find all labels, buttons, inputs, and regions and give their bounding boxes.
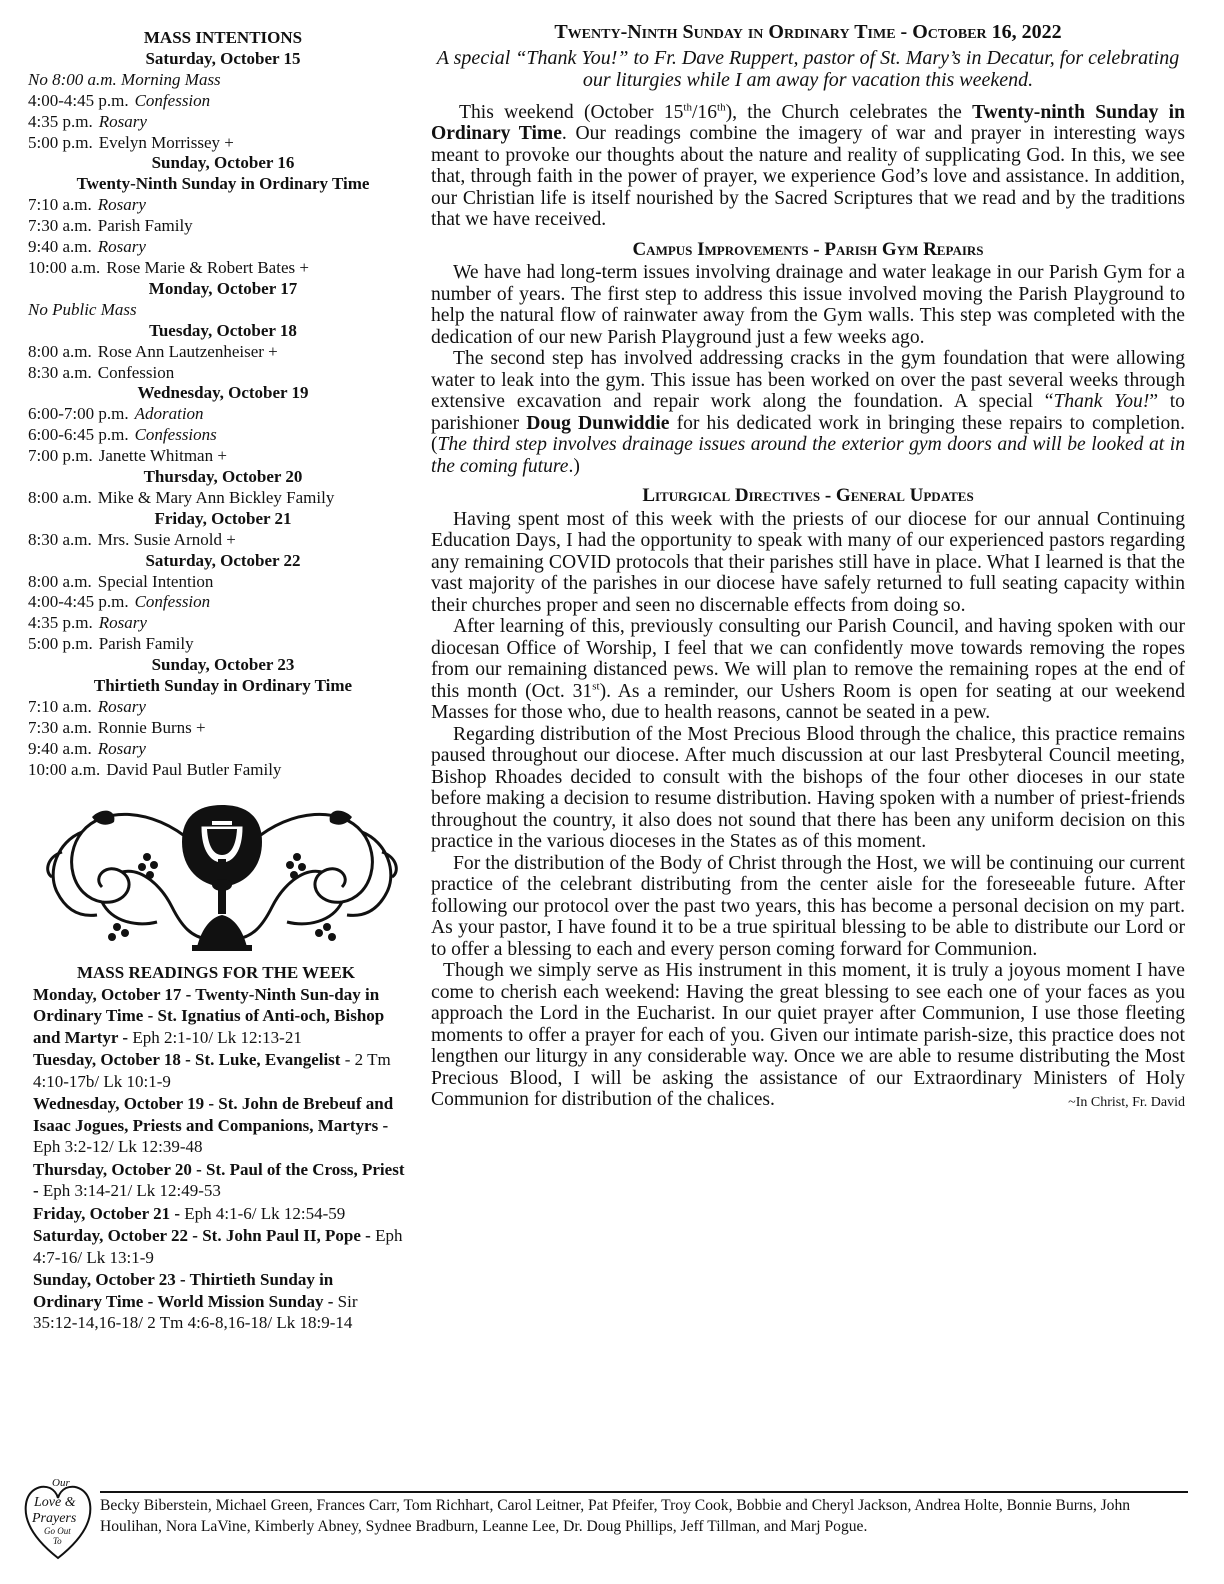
intention-text: Special Intention [97,571,214,591]
intention-text: Janette Whitman + [98,446,227,466]
intention-item [28,425,418,446]
reading-day: Monday, October 17 - Twenty-Ninth Sun-day in Ordinary Time - St. Ignatius of Anti-och, Bishop and Martyr - [33,984,385,1047]
mass-readings-title: MASS READINGS FOR THE WEEK [76,963,356,982]
prayer-list-names: Becky Biberstein, Michael Green, Frances Carr, Tom Richhart, Carol Leitner, Pat Pfeifer, Troy Cook, Bobbie and Cheryl Jackson, Andrea Holte, Bonnie Burns, John Houlihan, Nora LaVine, Kimberly Abney, Sydnee Bradburn, Leanne Lee, Dr. Doug Phillips, Jeff Tillman, and Marj Pogue. [100,1497,1131,1535]
intention-time: 5:00 p.m. [28,634,93,654]
intention-item [28,237,418,258]
mass-intentions [28,28,418,781]
intention-item [28,91,418,112]
reading-refs: Eph 3:2-12/ Lk 12:39-48 [33,1137,203,1156]
intention-time: 4:35 p.m. [28,613,93,633]
intention-time: 9:40 a.m. [28,738,92,758]
reading-day: Tuesday, October 18 - St. Luke, Evangelist [33,1050,341,1069]
intention-time: 7:10 a.m. [28,697,92,716]
intention-time: 10:00 a.m. [28,759,101,779]
reading-entry [33,1225,405,1268]
intention-text: Rosary [98,613,147,633]
intention-day-heading: Sunday, October 23 [151,655,295,675]
intention-text: Rosary [98,111,147,131]
intention-day-heading: Thirtieth Sunday in Ordinary Time [93,676,353,696]
intention-item [28,258,418,279]
intention-text: Rosary [97,738,146,758]
pastor-article [431,22,1185,1114]
reading-day: Sunday, October 23 - Thirtieth Sunday in Ordinary Time - World Mission Sunday - [33,1270,334,1311]
intention-time: 4:00-4:45 p.m. [28,90,129,110]
intention-text: Rosary [97,697,146,716]
mass-intentions-title: MASS INTENTIONS [143,28,303,47]
intention-text: Mrs. Susie Arnold + [97,529,236,549]
intention-item [28,133,418,154]
chalice-ornament-icon [42,797,402,960]
intention-time: 10:00 a.m. [28,257,101,277]
reading-entry [33,1049,405,1092]
logo-text-our: Our [52,1477,70,1489]
reading-refs: Eph 2:1-10/ Lk 12:13-21 [128,1027,302,1047]
intention-text: Confession [134,592,211,612]
reading-entry [33,1159,405,1202]
reading-entry [33,1269,405,1334]
campus-paragraph-2: The second step has involved addressing cracks in the gym foundation that were allowing water to leak into the gym. This issue has been worked on over the past several weeks through extensive excavation and repair work along the foundation. A special “Thank You!” to parishioner Doug Dunwiddie for his dedicated work in bringing these repairs to completion. (The third step involves drainage issues around the exterior gym doors and will be looked at in the coming future.) [431,348,1186,477]
intention-time: 7:00 p.m. [28,446,93,466]
intention-day-heading: Twenty-Ninth Sunday in Ordinary Time [76,174,370,194]
intention-time: 7:10 a.m. [28,195,92,215]
intention-item [28,404,418,425]
intention-note: No Public Mass [28,299,137,319]
article-title: Twenty-Ninth Sunday in Ordinary Time - October 16, 2022 [554,21,1062,43]
intention-time: 8:00 a.m. [28,341,92,361]
reading-refs: Sir 35:12-14,16-18/ 2 Tm 4:6-8,16-18/ Lk 18:9-14 [33,1291,358,1332]
intention-text: Evelyn Morrissey + [98,132,234,152]
intention-time: 9:40 a.m. [28,237,92,257]
intention-item [28,363,418,384]
intention-item [28,112,418,133]
campus-paragraph-1: We have had long-term issues involving drainage and water leakage in our Parish Gym for a number of years. The first step to address this issue involved moving the Parish Playground to help the natural flow of rainwater away from the Gym walls. This step was completed with the dedication of our new Parish Playground just a few weeks ago. [431,262,1185,348]
intention-text: Confession [97,362,175,382]
intention-item [28,739,418,760]
liturgical-paragraph-4: For the distribution of the Body of Christ through the Host, we will be continuing our current practice of the celebrant distributing from the center aisle for the foreseeable future. After following our protocol over the past two years, this has become a personal decision on my part. As your pastor, I have found it to be a true spiritual blessing to be able to distribute our Lord or to offer a blessing to each and every person coming forward for Communion. [431,852,1185,960]
intention-text: Adoration [134,404,204,424]
article-paragraph-1: This weekend (October 15th/16th), the Church celebrates the Twenty-ninth Sunday in Ordinary Time. Our readings combine the imagery of war and prayer in interesting ways meant to provoke our thoughts about the nature and reality of supplicating God. In this, we see that, through faith in the power of prayer, we experience God’s love and assistance. In addition, our Christian life is itself nourished by the Sacred Scriptures that we read and by the traditions that we have received. [431,100,1186,230]
liturgical-paragraph-3: Regarding distribution of the Most Precious Blood through the chalice, this practice remains paused throughout our diocese. After much discussion at our last Presbyteral Council meeting, Bishop Rhoades decided to consult with the bishops of the four other dioceses in our state before making a decision to resume distribution. Having spoken with a number of priest-friends throughout the country, it also does not sound that there has been any uniform decision on this practice in the various dioceses in the States as of this moment. [431,723,1185,852]
logo-text-to: To [53,1536,62,1546]
reading-day: Saturday, October 22 - St. John Paul II, Pope - [33,1226,371,1245]
intention-text: Rose Ann Lautzenheiser + [97,341,278,361]
intention-note: No 8:00 a.m. Morning Mass [28,69,221,89]
intention-text: David Paul Butler Family [106,759,282,779]
intention-day-heading: Saturday, October 22 [145,550,301,570]
intention-day-heading: Wednesday, October 19 [137,383,309,403]
intention-day-heading: Sunday, October 16 [151,153,295,173]
intention-time: 7:30 a.m. [28,717,92,737]
liturgical-paragraph-2: After learning of this, previously consulting our Parish Council, and having spoken with our diocesan Office of Worship, I feel that we can confidently move towards removing the ropes from our remaining distanced pews. We will plan to remove the remaining ropes at the end of this month (Oct. 31st). As a reminder, our Ushers Room is open for seating at our weekend Masses for those who, due to health reasons, cannot be seated in a pew. [431,616,1185,723]
intention-day-heading: Tuesday, October 18 [149,320,297,340]
intention-item [28,592,418,613]
mass-intentions-list [28,49,418,781]
reading-refs: Eph 3:14-21/ Lk 12:49-53 [38,1181,221,1200]
liturgical-paragraph-5: Though we simply serve as His instrument in this moment, it is truly a joyous moment I have come to cherish each weekend: Having the great blessing to see each one of your faces as you approach the Lord in the Eucharist. In our quiet prayer after Communion, I use those fleeting moments to offer a prayer for each of you. Given our intimate parish-size, this practice does not lengthen our liturgy in any considerable way. Once we are able to resume distributing the Most Precious Blood, I will be asking the assistance of our Extraordinary Ministers of Holy Communion for distribution of the chalices. ~In Christ, Fr. David [431,960,1185,1111]
mass-readings [33,962,405,1335]
intention-text: Confession [134,90,211,110]
intention-item [28,760,418,781]
reading-day: Wednesday, October 19 - St. John de Brebeuf and Isaac Jogues, Priests and Companions, Martyrs - [33,1094,394,1135]
intention-text: Confessions [134,425,217,445]
intention-time: 8:00 a.m. [28,487,92,507]
intention-text: Rose Marie & Robert Bates + [106,257,309,277]
reading-refs: Eph 4:1-6/ Lk 12:54-59 [180,1203,346,1223]
signature: ~In Christ, Fr. David [1068,1095,1185,1110]
intention-item [28,718,418,739]
intention-item [28,530,418,551]
intention-time: 8:30 a.m. [28,529,92,549]
intention-item [28,342,418,363]
reading-refs: - 2 Tm 4:10-17b/ Lk 10:1-9 [33,1050,391,1091]
intention-text: Rosary [97,195,146,215]
logo-text-prayers: Prayers [32,1511,77,1526]
intention-text: Parish Family [98,634,194,654]
intention-item [28,697,418,718]
intention-item [28,572,418,593]
intention-time: 8:30 a.m. [28,362,92,382]
intention-time: 4:35 p.m. [28,111,93,131]
section-heading-liturgical: Liturgical Directives - General Updates [642,485,974,506]
reading-entry [33,984,405,1049]
intention-item [28,613,418,634]
intention-day-heading: Thursday, October 20 [143,467,303,487]
reading-refs: Eph 4:7-16/ Lk 13:1-9 [33,1226,403,1267]
liturgical-paragraph-1: Having spent most of this week with the priests of our diocese for our annual Continuing Education Days, I had the opportunity to speak with many of our experienced pastors regarding any remaining COVID protocols that their parishes still have in place. What I learned is that the vast majority of the parishes in our diocese have safely returned to full seating capacity within their churches proper and seen no discernable effects from doing so. [431,508,1185,616]
intention-item [28,488,418,509]
intention-time: 6:00-7:00 p.m. [28,404,129,424]
reading-entry [33,1093,405,1158]
reading-day: Friday, October 21 - [33,1203,180,1223]
logo-text-love: Love & [34,1495,76,1510]
intention-time: 8:00 a.m. [28,571,92,591]
intention-time: 6:00-6:45 p.m. [28,425,129,445]
mass-readings-list [33,984,405,1334]
intention-text: Ronnie Burns + [97,717,206,737]
intention-time: 5:00 p.m. [28,132,93,152]
logo-text-go-out: Go Out [44,1526,71,1536]
intention-item [28,446,418,467]
intention-day-heading: Saturday, October 15 [145,48,301,68]
footer-divider [100,1491,1188,1493]
intention-item [28,216,418,237]
intention-day-heading: Monday, October 17 [148,278,298,298]
intention-text: Parish Family [97,216,193,236]
intention-time: 4:00-4:45 p.m. [28,592,129,612]
intention-day-heading: Friday, October 21 [154,508,292,528]
intention-item [28,634,418,655]
article-intro: A special “Thank You!” to Fr. Dave Ruppert, pastor of St. Mary’s in Decatur, for celebrating our liturgies while I am away for vacation this weekend. [436,46,1180,91]
love-and-prayers-heart-logo [20,1466,96,1566]
reading-day: Thursday, October 20 - St. Paul of the Cross, Priest - [33,1159,405,1200]
intention-time: 7:30 a.m. [28,216,92,236]
intention-text: Mike & Mary Ann Bickley Family [97,487,335,507]
reading-entry [33,1203,405,1225]
intention-item [28,195,418,216]
intention-text: Rosary [97,237,146,257]
section-heading-campus: Campus Improvements - Parish Gym Repairs [632,238,984,260]
